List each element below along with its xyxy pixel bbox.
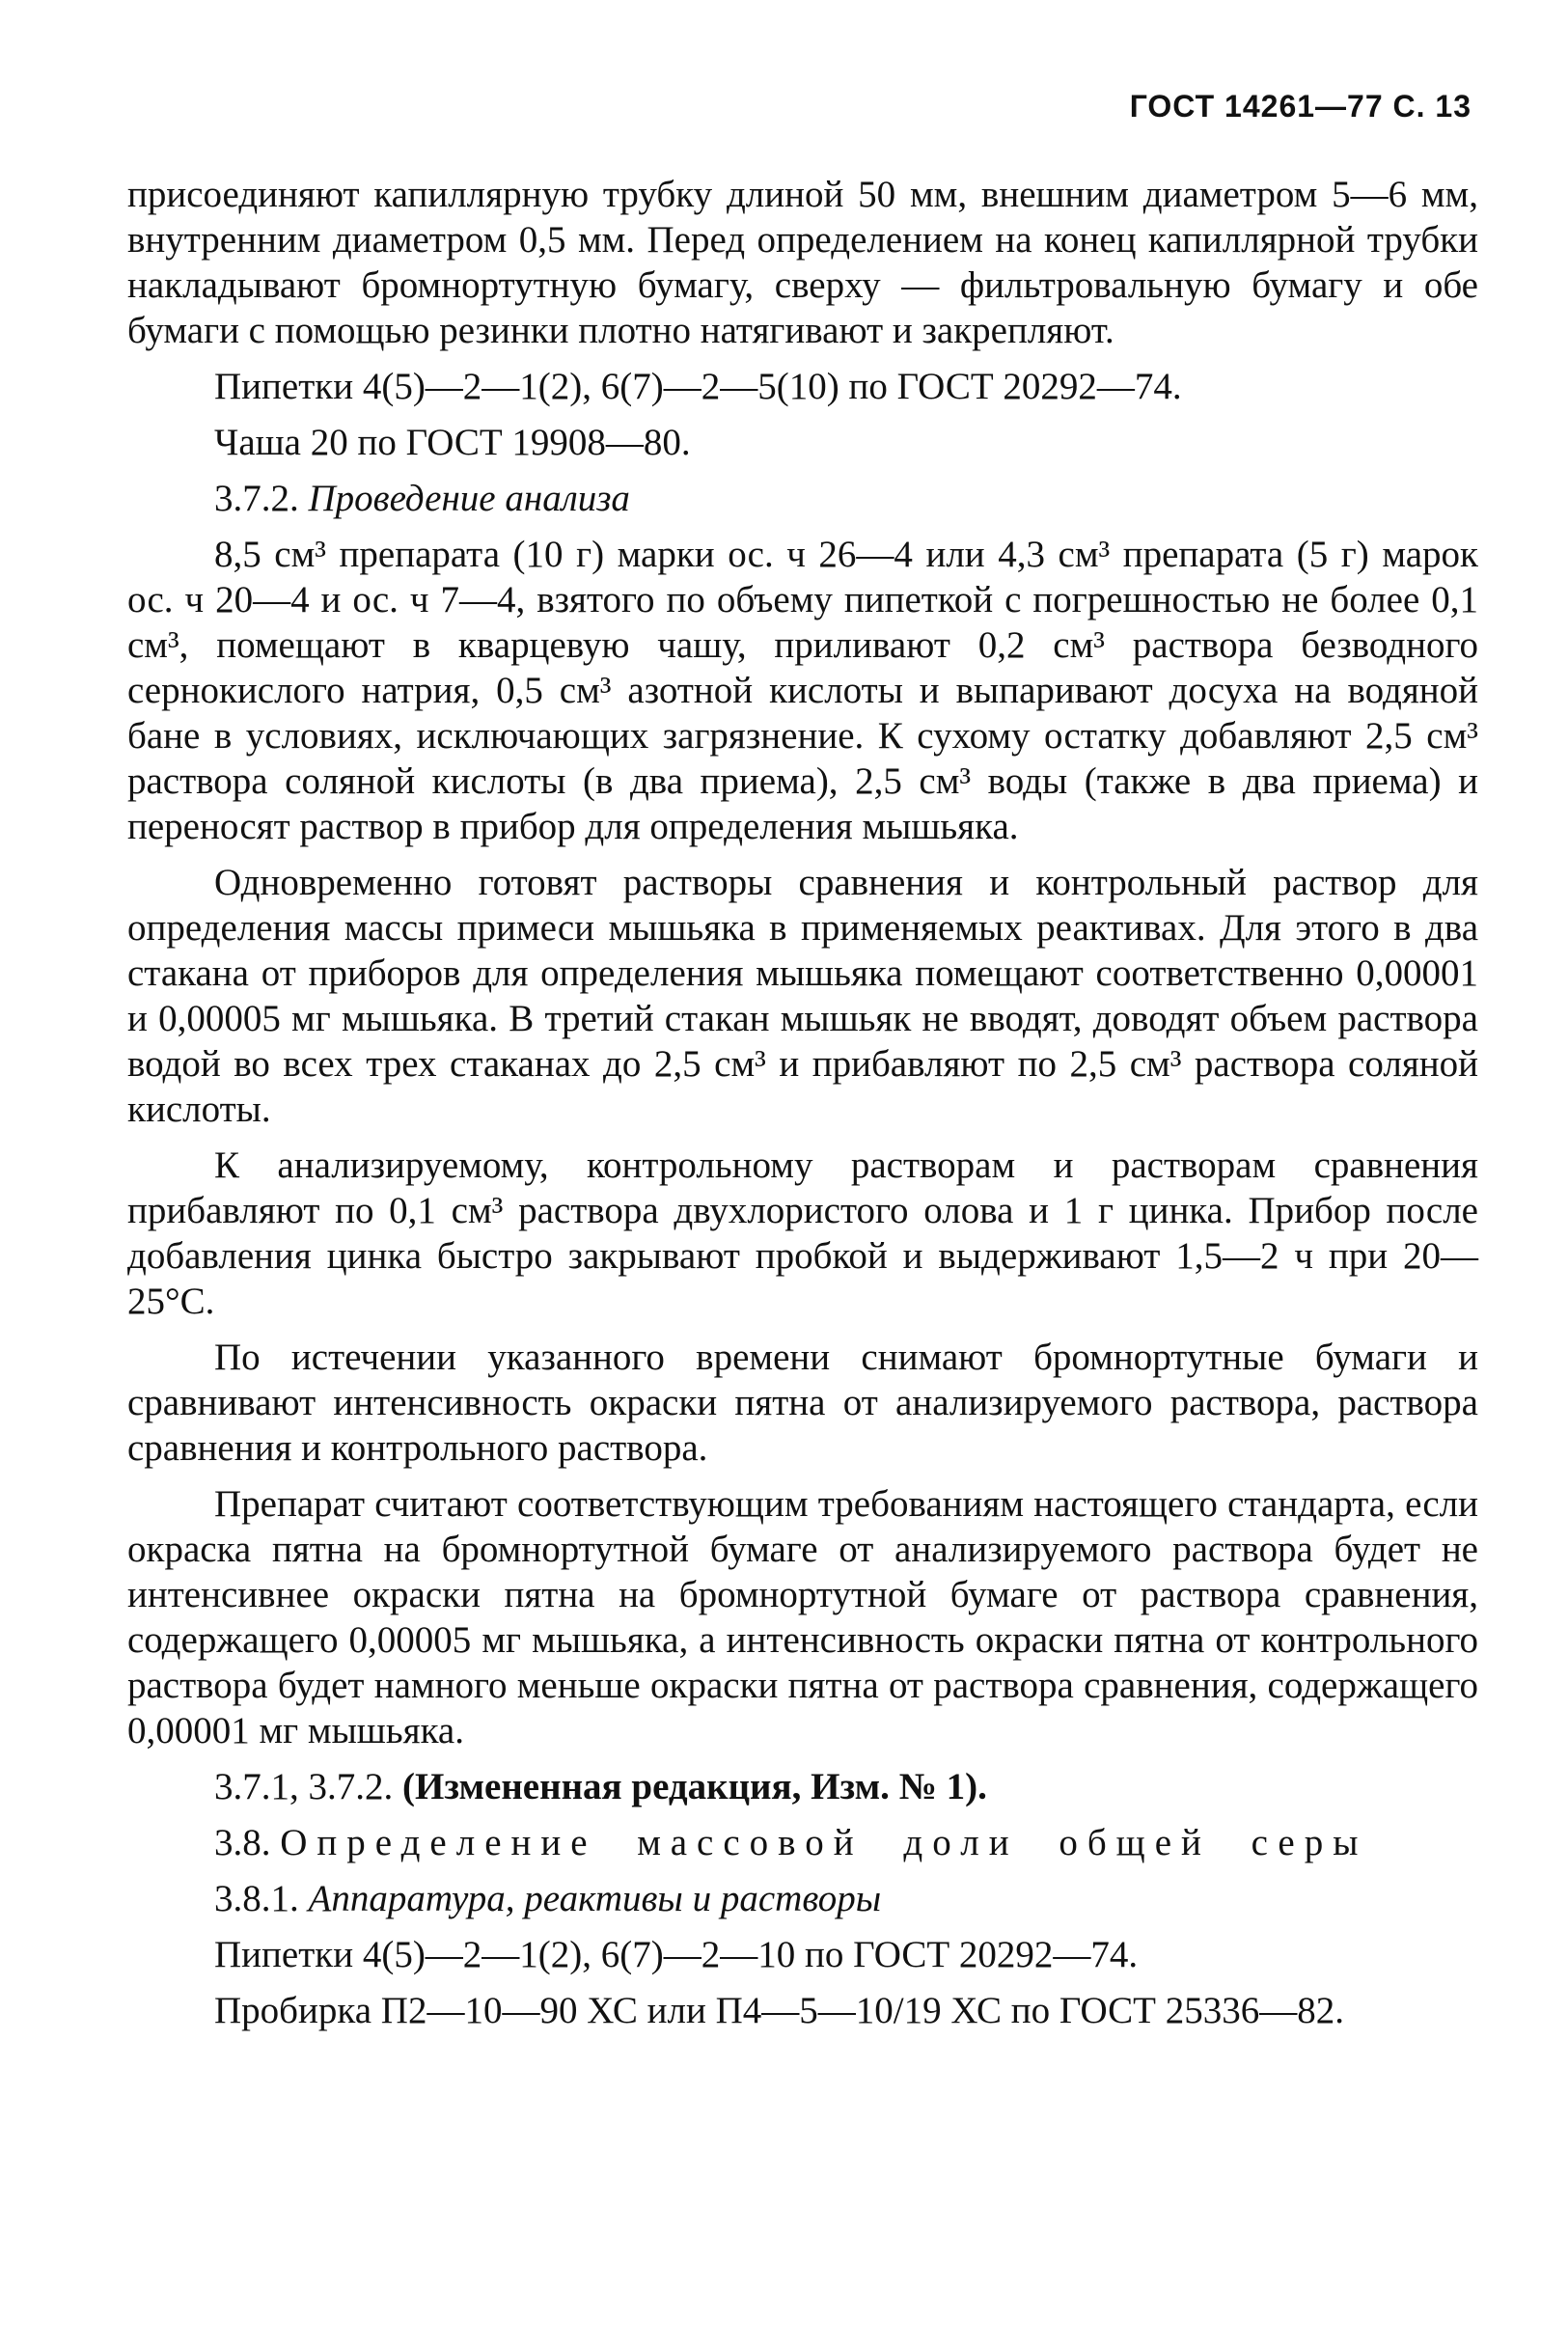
page-header: ГОСТ 14261—77 С. 13 — [1129, 89, 1472, 124]
section-heading-3-7-2 — [127, 476, 1478, 521]
paragraph-sample-prep: 8,5 см³ препарата (10 г) марки ос. ч 26—4 или 4,3 см³ препарата (5 г) марок ос. ч 20—4 и ос. ч 7—4, взятого по объему пипеткой с погрешностью не более 0,1 см³, помещают в кварцевую чашу, приливают 0,2 см³ раствора безводного сернокислого натрия, 0,5 см³ азотной кислоты и выпаривают досуха на водяной бане в условиях, исключающих загрязнение. К сухому остатку добавляют 2,5 см³ раствора соляной кислоты (в два приема), 2,5 см³ воды (также в два приема) и переносят раствор в прибор для определения мышьяка. — [127, 534, 1478, 847]
section-title: Проведение анализа — [308, 478, 630, 519]
paragraph-criteria: Препарат считают соответствующим требованиям настоящего стандарта, если окраска пятна на бромнортутной бумаге от анализируемого раствора будет не интенсивнее окраски пятна на бромнортутной бумаге от раствора сравнения, содержащего 0,00005 мг мышьяка, а интенсивность окраски пятна от контрольного раствора будет намного меньше окраски пятна от раствора сравнения, содержащего 0,00001 мг мышьяка. — [127, 1483, 1478, 1751]
document-body — [127, 172, 1478, 2044]
section-number: 3.8.1. — [214, 1878, 299, 1919]
section-title: Аппаратура, реактивы и растворы — [308, 1878, 882, 1919]
paragraph-comparison: Одновременно готовят растворы сравнения и контрольный раствор для определения массы примеси мышьяка в применяемых реактивах. Для этого в два стакана от приборов для определения мышьяка помещают соответственно 0,00001 и 0,00005 мг мышьяка. В третий стакан мышьяк не вводят, доводят объем раствора водой во всех трех стаканах до 2,5 см³ и прибавляют по 2,5 см³ раствора соляной кислоты. — [127, 862, 1478, 1130]
paragraph-pipettes: Пипетки 4(5)—2—1(2), 6(7)—2—5(10) по ГОСТ 20292—74. — [214, 366, 1182, 407]
section-heading-3-8-1 — [127, 1876, 1478, 1921]
paragraph-capillary: присоединяют капиллярную трубку длиной 50 мм, внешним диаметром 5—6 мм, внутренним диаметром 0,5 мм. Перед определением на конец капиллярной трубки накладывают бромнортутную бумагу, сверху — фильтровальную бумагу и обе бумаги с помощью резинки плотно натягивают и закрепляют. — [127, 174, 1478, 351]
paragraph-reagents: К анализируемому, контрольному растворам и растворам сравнения прибавляют по 0,1 см³ раствора двухлористого олова и 1 г цинка. Прибор после добавления цинка быстро закрывают пробкой и выдерживают 1,5—2 ч при 20—25°С. — [127, 1144, 1478, 1322]
amendment-sections: 3.7.1, 3.7.2. — [214, 1766, 394, 1807]
amendment-note — [127, 1764, 1478, 1809]
paragraph-pipettes-2: Пипетки 4(5)—2—1(2), 6(7)—2—10 по ГОСТ 20292—74. — [214, 1934, 1139, 1975]
section-heading-3-8 — [127, 1820, 1478, 1865]
paragraph-compare-stains: По истечении указанного времени снимают бромнортутные бумаги и сравнивают интенсивность окраски пятна от анализируемого раствора, раствора сравнения и контрольного раствора. — [127, 1337, 1478, 1469]
section-number: 3.7.2. — [214, 478, 299, 519]
section-number: 3.8. — [214, 1822, 271, 1863]
section-title: Определение массовой доли общей серы — [280, 1822, 1368, 1863]
paragraph-test-tube: Пробирка П2—10—90 ХС или П4—5—10/19 ХС по ГОСТ 25336—82. — [214, 1990, 1344, 2031]
paragraph-bowl: Чаша 20 по ГОСТ 19908—80. — [214, 422, 691, 463]
amendment-text: (Измененная редакция, Изм. № 1). — [402, 1766, 987, 1807]
